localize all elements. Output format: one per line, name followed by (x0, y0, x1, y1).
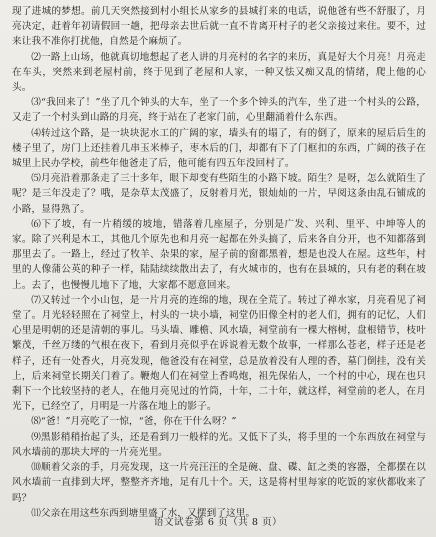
paragraph-9: ⑽顺着父亲的手，月亮发现，这一片亮汪汪的全是碗、盘、碟、缸之类的容器，全都摆在以风水墙前一直排到大坪，整整齐齐地，足有几十个。天，这是将村里每家的吃饭的家伙都收来了吗？ (12, 462, 426, 504)
article-body (12, 4, 426, 521)
paragraph-5: ⑹下了坡，有一片稍缓的坡地，错落着几座屋子，分别是广发、兴利、里平、中坤等人的家。除了兴利是木工，其他几个原先也和月亮一起都在外头搞了，后来各自分开，也不知都落到那里去了。一路上，经过了牧羊、杂果的家，屋子前的窗都黑着，想是也没人在屋。这些年，村里的人像蒲公英的种子一样，陆陆续续散出去了，有火城市的，也有在县城的，只有老的剩在坡上。去了，也慢慢儿地下了地，大家都不愿意回来。 (12, 218, 426, 291)
paragraph-0: 现了进城的梦想。前几天突然接到村小组长从家乡的县城打来的电话，说他爸有些不舒服了，月亮决定，赶着年初请假回一趟，把母亲去世后就一直不肯离开村子的老父亲接过来住。要不，过来让我不准你打扰他，自然是个麻烦了。 (12, 6, 426, 48)
page-footer: 语文试卷第 6 页（共 8 页） (153, 517, 283, 528)
paragraph-2: ⑶“我回来了！”坐了几个钟头的大车，坐了一个多个钟头的汽车，坐了进一个村头的公路，又走了一个村头到山路的月亮，终于站在了老家门前，心里翻涌着什么东西。 (12, 97, 426, 124)
paragraph-4: ⑸月亮沿着那条走了三十多年，眼下却变有些陌生的小路下坡。陌生？是呀，怎么就陌生了呢？是三年没走了？哦，是杂草太茂盛了，反射着月光，银灿灿的一片，早阅这条由乱石铺成的小路，显得熟了。 (12, 173, 426, 215)
paragraph-10: ⑾父亲在用这些东西到塘里盛了水，又摆到了这里。 (31, 507, 256, 519)
paragraph-8: ⑼黑影稍稍抬起了头，还是看到刀一般样的光。又低下了头，将手里的一个东西放在祠堂与风水墙前的那块大坪的一片亮光里。 (12, 431, 426, 458)
paragraph-7: ⑻“爸！”月亮吃了一惊，“爸，你在干什么呀？” (31, 416, 237, 428)
paragraph-6: ⑺又转过一个小山包，是一片月亮的连绵的地，现在全荒了。转过了禅水家，月亮看见了祠堂了。月光轻轻照在了祠堂上，村头的一块小墙，祠堂仍旧像全村的老人们，拥有的记忆，人们心里是明朝的还是清朝的事儿。马头墙、雕檐、风水墙，祠堂前有一棵大榕树，盘根错节，枝叶繁茂，千丝万缕的气根在夜下，看到月亮似乎在诉说着无数个故事，一样那么苍老，样子还是老样子，还有一处香火，月亮发现，他爸没有在祠堂，总是放着没有人理的香，墓门倒挂，没有关上，后来祠堂长期关门着了。鞭炮人们在祠堂上香鸣炮，祖先保佑人，一个村的中心，现在也只剩下一个比较坚持的老人，在他月亮见过的竹筒，十年，二十年，就这样，祠堂前的老人，在月光下，已经空了，月明是一片落在地上的影子。 (12, 294, 426, 413)
paragraph-3: ⑷转过这个路，是一块块泥水工的广阔的家，墙头有的塌了，有的倒了，原来的屋后后生的楼子里了，房门上还挂着几串玉米棒子，枣木后的门，却都有下了门框扣的东西，广阔的孩子在城里上民办学校，前些年他爸走了后，他可能有四五年没回村了。 (12, 127, 426, 170)
paragraph-1: ⑵一路上山场，他就真切地想起了老人讲的月亮村的名字的来历，真是好大个月亮！月亮走在车头，突然来到老屋村前，终于见到了老屋和人家，一种又怯又痴又乱的情绪，爬上他的心头。 (12, 51, 426, 94)
